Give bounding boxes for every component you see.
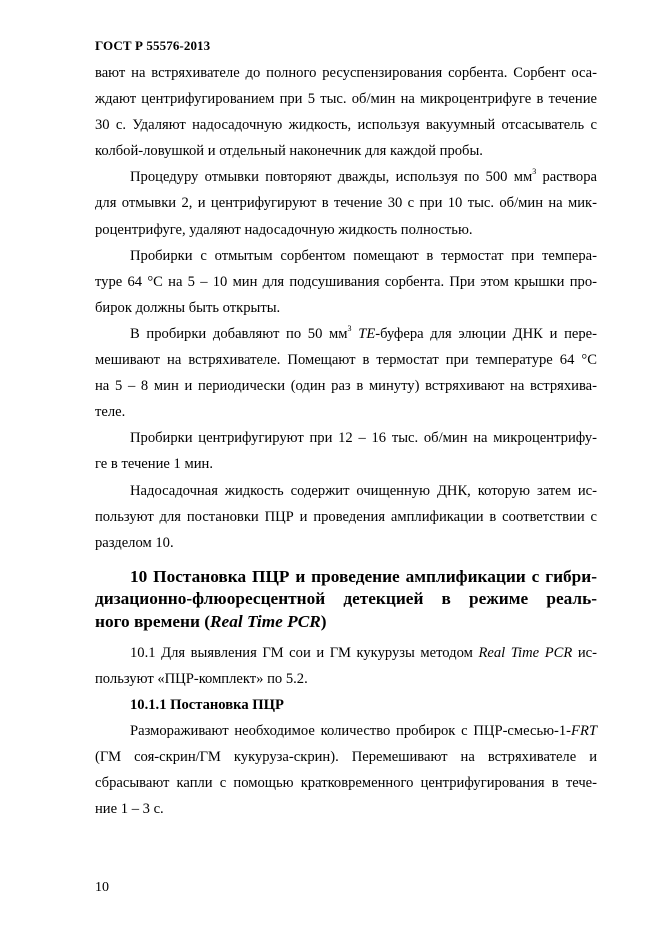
paragraph-8 bbox=[95, 718, 597, 822]
text-line: мешивают на встряхивателе. Помещают в термостат при температуре 64 °С bbox=[95, 352, 597, 369]
text-line: на 5 – 8 мин и периодически (один раз в минуту) встряхивают на встряхива- bbox=[95, 378, 597, 395]
text-line: ге в течение 1 мин. bbox=[95, 456, 213, 473]
superscript: 3 bbox=[347, 323, 352, 333]
paragraph-4 bbox=[95, 321, 597, 425]
text-line: разделом 10. bbox=[95, 534, 174, 551]
text-line: ние 1 – 3 с. bbox=[95, 801, 164, 818]
text-line: Пробирки центрифугируют при 12 – 16 тыс. об/мин на микроцентрифу- bbox=[130, 430, 597, 447]
section-heading bbox=[95, 566, 597, 634]
text-line: 10.1 Для выявления ГМ сои и ГМ кукурузы методом Real Time PCR ис- bbox=[130, 644, 597, 661]
text-line: бирок должны быть открыты. bbox=[95, 299, 281, 316]
paragraph-5 bbox=[95, 425, 597, 477]
text-line: Размораживают необходимое количество пробирок с ПЦР-смесью-1-FRT bbox=[130, 723, 597, 740]
text-line: В пробирки добавляют по 50 $мм^3$ TE-буфера для элюции ДНК и пере- bbox=[130, 323, 597, 342]
page-number: 10 bbox=[95, 880, 109, 895]
page-body bbox=[95, 60, 597, 823]
paragraph-3 bbox=[95, 243, 597, 321]
text-line: для отмывки 2, и центрифугируют в течение 30 с при 10 тыс. об/мин на мик- bbox=[95, 195, 597, 212]
text-line: пользуют для постановки ПЦР и проведения амплификации в соответствии с bbox=[95, 508, 597, 525]
text-line: ждают центрифугированием при 5 тыс. об/мин на микроцентрифуге в течение bbox=[95, 91, 597, 108]
document-header: ГОСТ Р 55576-2013 bbox=[95, 38, 211, 53]
text-line: (ГМ соя-скрин/ГМ кукуруза-скрин). Перемешивают на встряхивателе и bbox=[95, 749, 597, 766]
heading-line: дизационно-флюоресцентной детекцией в режиме реаль- bbox=[95, 589, 597, 609]
text-line: 30 с. Удаляют надосадочную жидкость, используя вакуумный отсасыватель с bbox=[95, 117, 597, 134]
heading-line: 10 Постановка ПЦР и проведение амплификации с гибри- bbox=[130, 566, 597, 586]
paragraph-6 bbox=[95, 478, 597, 556]
paragraph-7 bbox=[95, 640, 597, 692]
text-line: туре 64 °С на 5 – 10 мин для подсушивания сорбента. При этом крышки про- bbox=[95, 273, 597, 290]
text-line: сбрасывают капли с помощью кратковременного центрифугирования в тече- bbox=[95, 775, 597, 792]
text-line: вают на встряхивателе до полного ресуспензирования сорбента. Сорбент оса- bbox=[95, 65, 597, 81]
paragraph-1 bbox=[95, 60, 597, 164]
text-line: роцентрифуге, удаляют надосадочную жидкость полностью. bbox=[95, 221, 473, 238]
superscript: 3 bbox=[532, 167, 537, 177]
paragraph-2 bbox=[95, 164, 597, 242]
text-line: пользуют «ПЦР-комплект» по 5.2. bbox=[95, 670, 308, 687]
text-line: колбой-ловушкой и отдельный наконечник для каждой пробы. bbox=[95, 143, 483, 160]
text-line: Процедуру отмывки повторяют дважды, используя по 500 $мм^3$ раствора bbox=[130, 167, 597, 186]
heading-line: ного времени (Real Time PCR) bbox=[95, 612, 327, 632]
heading-line: 10.1.1 Постановка ПЦР bbox=[130, 697, 284, 714]
text-line: Пробирки с отмытым сорбентом помещают в термостат при темпера- bbox=[130, 247, 597, 264]
text-line: Надосадочная жидкость содержит очищенную ДНК, которую затем ис- bbox=[130, 482, 597, 499]
text-line: теле. bbox=[95, 404, 126, 421]
subsection-heading bbox=[95, 692, 597, 718]
